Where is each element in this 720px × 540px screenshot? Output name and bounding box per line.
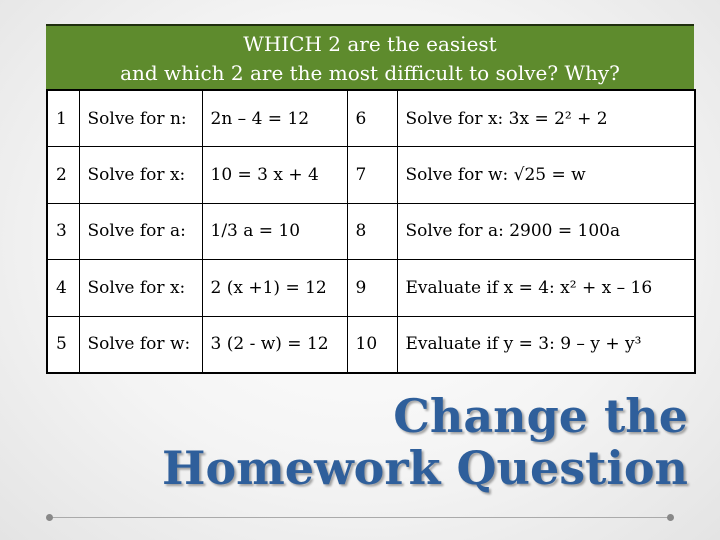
problem-equation: 3 (2 - w) = 12 — [202, 316, 347, 373]
title-line-2: Homework Question — [161, 441, 688, 495]
table-row — [47, 147, 695, 204]
problem-number: 8 — [347, 203, 397, 260]
problem-prompt: Solve for w: √25 = w — [397, 147, 695, 204]
problem-number: 9 — [347, 260, 397, 317]
problem-number: 5 — [47, 316, 79, 373]
problem-number: 4 — [47, 260, 79, 317]
problem-number: 10 — [347, 316, 397, 373]
problem-prompt: Solve for a: 2900 = 100a — [397, 203, 695, 260]
header-line-1: WHICH 2 are the easiest — [243, 32, 497, 56]
problem-equation: 10 = 3 x + 4 — [202, 147, 347, 204]
problem-equation: 1/3 a = 10 — [202, 203, 347, 260]
slide-title — [162, 390, 688, 494]
problem-prompt: Evaluate if y = 3: 9 – y + y³ — [397, 316, 695, 373]
header-line-2: and which 2 are the most difficult to solve? Why? — [120, 61, 620, 85]
footer-dot-right — [667, 514, 674, 521]
table-row — [47, 260, 695, 317]
table-row — [47, 316, 695, 373]
problem-number: 6 — [347, 90, 397, 147]
problem-number: 2 — [47, 147, 79, 204]
problem-number: 7 — [347, 147, 397, 204]
table-header — [46, 24, 694, 89]
footer-dot-left — [46, 514, 53, 521]
problem-prompt: Solve for x: — [79, 147, 202, 204]
problem-prompt: Solve for a: — [79, 203, 202, 260]
problem-equation: 2n – 4 = 12 — [202, 90, 347, 147]
problem-prompt: Solve for w: — [79, 316, 202, 373]
table-row — [47, 203, 695, 260]
problem-number: 1 — [47, 90, 79, 147]
problem-prompt: Solve for x: — [79, 260, 202, 317]
problem-number: 3 — [47, 203, 79, 260]
problem-prompt: Solve for n: — [79, 90, 202, 147]
table-row — [47, 90, 695, 147]
problem-prompt: Solve for x: 3x = 2² + 2 — [397, 90, 695, 147]
title-line-1: Change the — [393, 389, 688, 443]
problems-table — [46, 89, 696, 374]
problem-equation: 2 (x +1) = 12 — [202, 260, 347, 317]
footer-divider — [50, 517, 670, 518]
problem-prompt: Evaluate if x = 4: x² + x – 16 — [397, 260, 695, 317]
